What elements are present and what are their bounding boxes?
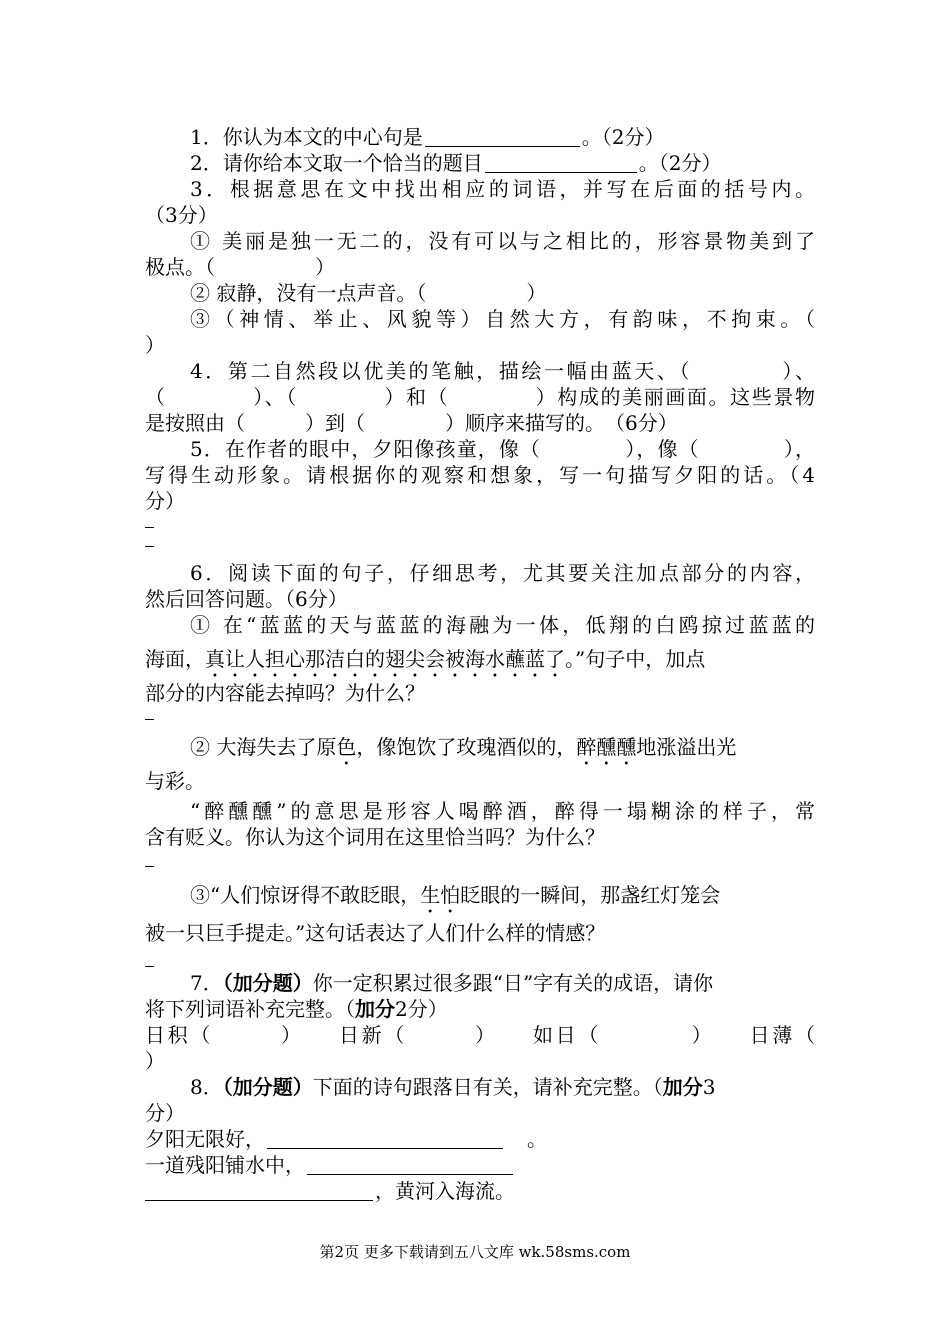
q7-bonus-label: 加分 [355,997,395,1021]
q6-s2-text-b: ，像饱饮了玫瑰酒似的， [356,735,577,759]
q6-sentence-2-line-3: “醉醺醺”的意思是形容人喝醉酒，醉得一塌糊涂的样子，常 [190,799,815,823]
q8-score-num: 3 [702,1075,716,1099]
q7-score: 2分） [395,997,448,1021]
q1-score: 。（2分） [581,125,665,149]
q6-s3-dotted-word: 生怕 [420,883,461,907]
q4-line-2: （ ）、（ ）和（ ）构成的美丽画面。这些景物 [145,385,815,409]
q5-answer-line[interactable] [145,527,154,528]
q3-item-3-line-1: ③（神情、举止、风貌等）自然大方，有韵味，不拘束。（ [190,307,815,331]
q3-item-1-line-1: ① 美丽是独一无二的，没有可以与之相比的，形容景物美到了 [190,229,815,253]
q1-answer-blank[interactable] [425,126,580,147]
q7-line-1 [190,970,815,996]
q6-s2-dotted-char: 色 [336,735,357,759]
question-1 [190,124,815,150]
q6-s2-text-c: 地涨溢出光 [636,735,737,759]
poem-1-blank[interactable] [267,1128,503,1149]
poem-line-3 [145,1178,815,1204]
q7-bonus-tag: （加分题） [222,971,313,995]
q6-sentence-2-line-1 [190,734,815,770]
q5-line-1: 5．在作者的眼中，夕阳像孩童，像（ ），像（ ）， [190,437,815,461]
q6-answer-line-3[interactable] [145,966,154,967]
q7-line-4: ） [145,1049,165,1073]
q6-answer-line-2[interactable] [145,866,154,867]
poem-line-2 [145,1152,815,1178]
q8-number: 8． [190,1075,223,1099]
q6-s1-plain: 海面， [145,647,205,671]
poem-line-1 [145,1126,815,1152]
q5-answer-line[interactable] [145,546,154,547]
q6-sentence-3-line-2: 被一只巨手提走。”这句话表达了人们什么样的情感？ [145,921,606,945]
q8-text: 下面的诗句跟落日有关，请补充完整。（ [312,1075,663,1099]
q8-bonus-label: 加分 [662,1075,703,1099]
q3-item-3-line-2: ） [145,333,165,357]
q6-sentence-1-line-3: 部分的内容能去掉吗？为什么？ [145,681,425,705]
q6-stem-line-2: 然后回答问题。（6分） [145,587,348,611]
q5-line-3: 分） [145,489,185,513]
q6-answer-line-1[interactable] [145,719,154,720]
q8-line-1 [190,1074,815,1100]
poem-2-text: 一道残阳铺水中， [145,1153,305,1177]
q6-stem-line-1: 6．阅读下面的句子，仔细思考，尤其要关注加点部分的内容， [190,561,815,585]
poem-2-blank[interactable] [307,1154,513,1175]
q6-s2-text-a: ② 大海失去了原 [190,735,337,759]
q4-line-3: 是按照由（ ）到（ ）顺序来描写的。 （6分） [145,411,678,435]
poem-3-blank[interactable] [145,1180,373,1201]
q3-stem-line-1: 3．根据意思在文中找出相应的词语，并写在后面的括号内。 [190,177,815,201]
q6-s2-dotted-word: 醉醺醺 [576,735,637,759]
q6-sentence-1-line-1: ① 在“蓝蓝的天与蓝蓝的海融为一体，低翔的白鸥掠过蓝蓝的 [190,613,815,637]
q6-s3-text-a: ③“人们惊讶得不敢眨眼， [190,883,421,907]
q2-answer-blank[interactable] [485,152,637,173]
q3-item-2: ② 寂静，没有一点声音。（ ） [190,281,547,305]
q3-stem-line-2: （3分） [145,203,218,227]
page-footer: 第2页 更多下载请到五八文库 wk.58sms.com [319,1243,631,1261]
q7-line-2 [145,996,815,1022]
q8-bonus-tag: （加分题） [222,1075,313,1099]
q2-score: 。（2分） [638,151,722,175]
q6-s3-text-b: 眨眼的一瞬间，那盏红灯笼会 [460,883,721,907]
q5-line-2: 写得生动形象。请根据你的观察和想象，写一句描写夕阳的话。（4 [145,463,815,487]
q6-sentence-3-line-1 [190,882,815,918]
poem-1-end: 。 [527,1127,547,1151]
q2-text: 2．请你给本文取一个恰当的题目 [190,151,483,175]
q3-item-1-line-2: 极点。（ ） [145,255,335,279]
q7-text: 你一定积累过很多跟“日”字有关的成语，请你 [312,971,714,995]
q1-text: 1．你认为本文的中心句是 [190,125,423,149]
q6-sentence-2-line-4: 含有贬义。你认为这个词用在这里恰当吗？为什么？ [145,825,605,849]
poem-3-text: ，黄河入海流。 [375,1179,515,1203]
q6-sentence-2-line-2: 与彩。 [145,769,205,793]
q7-l2-text: 将下列词语补充完整。（ [145,997,355,1021]
q7-line-3: 日积（ ） 日新（ ） 如日（ ） 日薄（ [145,1023,815,1047]
q8-line-2: 分） [145,1101,185,1125]
q6-sentence-1-line-2 [145,646,815,682]
q4-line-1: 4．第二自然段以优美的笔触，描绘一幅由蓝天、（ ）、 [190,359,815,383]
q6-s1-dotted-phrase: 真让人担心那洁白的翅尖会被海水蘸蓝了 [205,647,565,671]
q7-number: 7． [190,971,223,995]
q6-s1-rest: 。”句子中，加点 [565,647,706,671]
poem-1-text: 夕阳无限好， [145,1127,265,1151]
question-2 [190,150,815,176]
